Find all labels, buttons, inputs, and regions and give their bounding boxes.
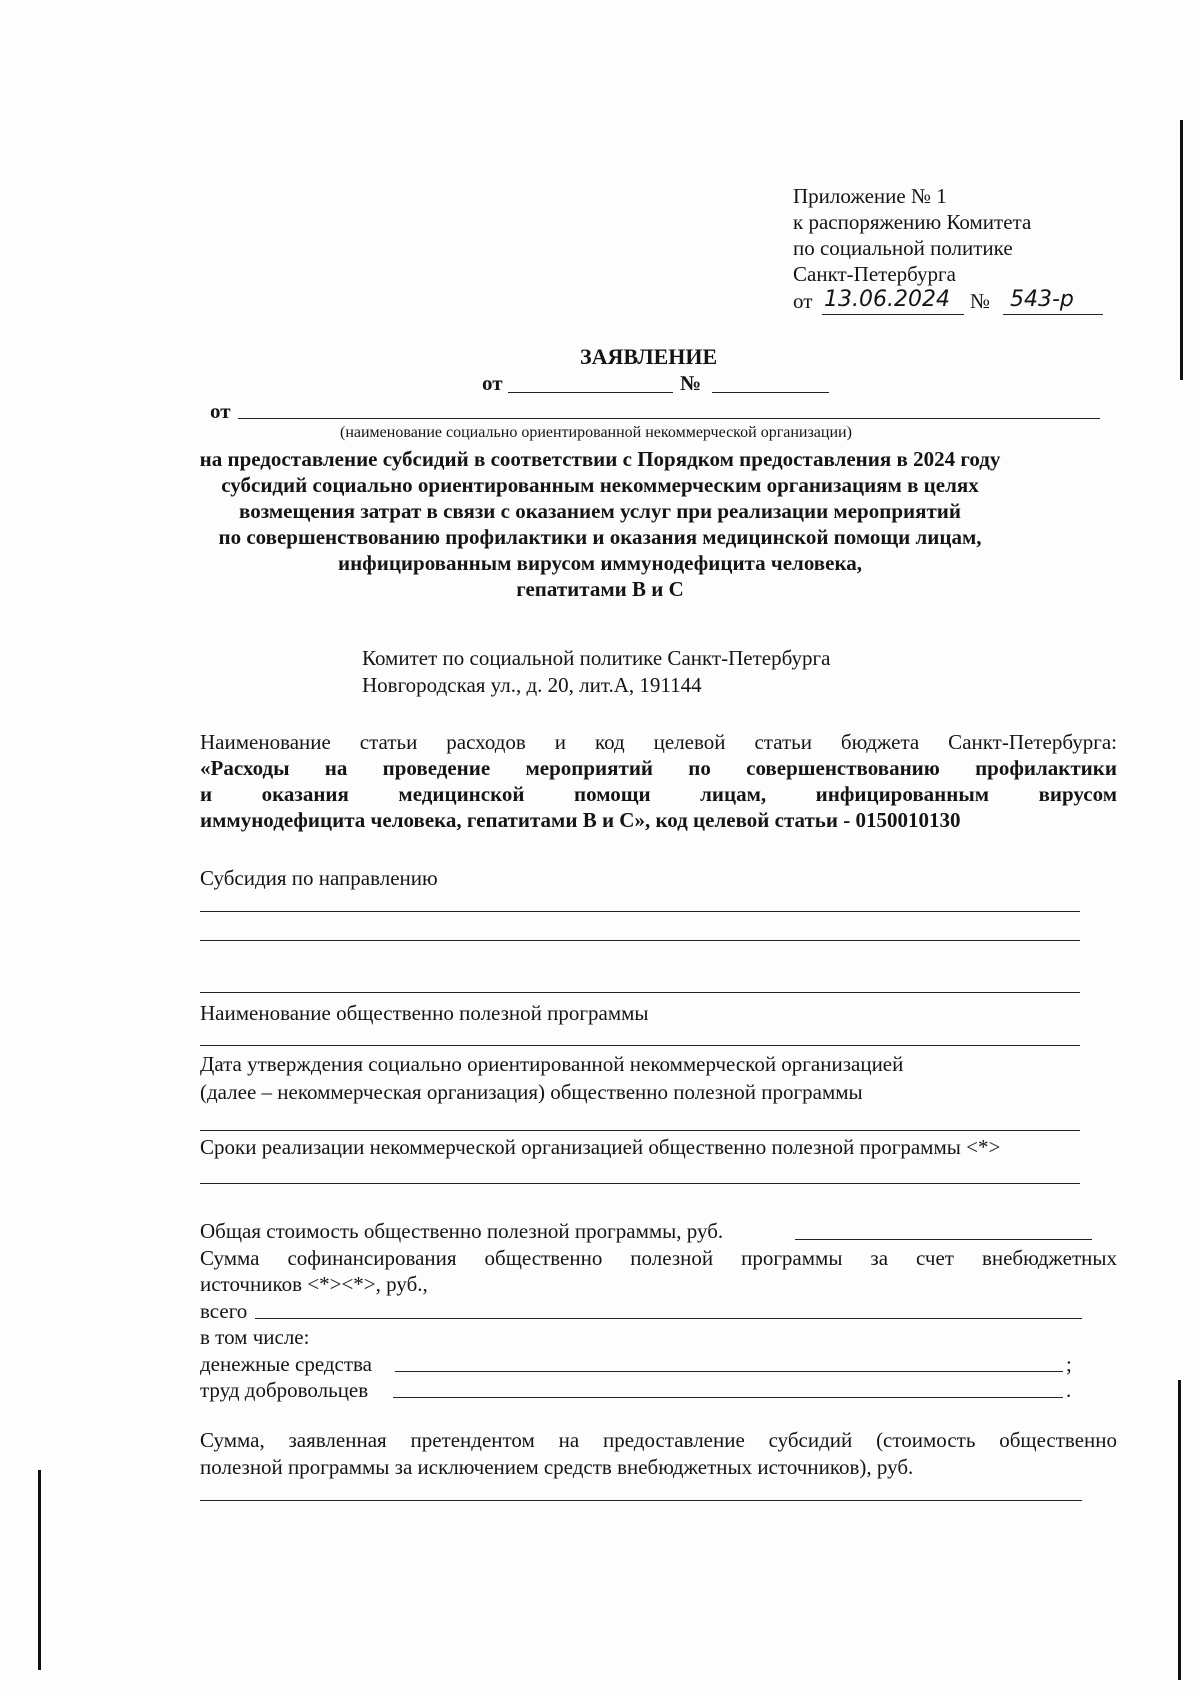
title-number-field[interactable] (712, 392, 829, 393)
appendix-date-underline (822, 314, 964, 315)
subsidy-direction-label: Субсидия по направлению (200, 866, 438, 890)
subsidy-direction-field-3[interactable] (200, 992, 1080, 993)
title-from-label: от (482, 371, 503, 395)
claimed-sum-field[interactable] (200, 1500, 1082, 1501)
addressee-line-2: Новгородская ул., д. 20, лит.А, 191144 (362, 673, 702, 697)
total-cost-label: Общая стоимость общественно полезной программы, руб. (200, 1219, 724, 1243)
subject-line-2: субсидий социально ориентированным некоммерческим организациям в целях (221, 473, 979, 497)
budget-intro: Наименование статьи расходов и код целевой статьи бюджета Санкт-Петербурга: (200, 730, 1117, 754)
title-date-field[interactable] (508, 392, 673, 393)
claimed-sum-line-1: Сумма, заявленная претендентом на предоставление субсидий (стоимость общественно (200, 1428, 1117, 1452)
money-end-mark: ; (1066, 1352, 1072, 1376)
subsidy-direction-field-2[interactable] (200, 940, 1080, 941)
org-name-hint: (наименование социально ориентированной некоммерческой организации) (340, 424, 852, 441)
budget-bold-line-1: «Расходы на проведение мероприятий по совершенствованию профилактики (200, 756, 1117, 780)
cofinancing-total-field[interactable] (255, 1318, 1082, 1319)
scan-edge-right-bottom (1178, 1380, 1181, 1680)
appendix-number-prefix: № (970, 289, 991, 313)
subject-line-6: гепатитами В и С (516, 577, 684, 601)
approval-date-line-1: Дата утверждения социально ориентированной некоммерческой организацией (200, 1052, 904, 1076)
subsidy-direction-field-1[interactable] (200, 911, 1080, 912)
money-label: денежные средства (200, 1352, 372, 1376)
addressee-line-1: Комитет по социальной политике Санкт-Петербурга (362, 646, 831, 670)
program-name-field[interactable] (200, 1045, 1080, 1046)
org-from-label: от (210, 399, 231, 423)
cofinancing-line-1: Сумма софинансирования общественно полезной программы за счет внебюджетных (200, 1246, 1117, 1270)
document-title: ЗАЯВЛЕНИЕ (580, 344, 718, 369)
including-label: в том числе: (200, 1325, 310, 1349)
appendix-date-value: 13.06.2024 (824, 287, 950, 312)
appendix-number-underline (1003, 314, 1103, 315)
budget-bold-line-3: иммунодефицита человека, гепатитами В и С», код целевой статьи - 0150010130 (200, 808, 961, 832)
subject-line-4: по совершенствованию профилактики и оказания медицинской помощи лицам, (218, 525, 982, 549)
program-name-label: Наименование общественно полезной программы (200, 1001, 649, 1025)
implementation-terms-label: Сроки реализации некоммерческой организацией общественно полезной программы <*> (200, 1135, 1001, 1159)
volunteers-end-mark: . (1066, 1378, 1072, 1402)
title-number-label: № (680, 371, 702, 395)
subject-line-3: возмещения затрат в связи с оказанием услуг при реализации мероприятий (239, 499, 961, 523)
appendix-line-1: Приложение № 1 (793, 184, 947, 208)
appendix-line-4: Санкт-Петербурга (793, 262, 956, 286)
scan-edge-left (38, 1470, 41, 1670)
approval-date-field[interactable] (200, 1130, 1080, 1131)
cofinancing-total-label: всего (200, 1299, 248, 1323)
appendix-line-3: по социальной политике (793, 236, 1013, 260)
subject-line-5: инфицированным вирусом иммунодефицита человека, (337, 551, 862, 575)
claimed-sum-line-2: полезной программы за исключением средств внебюджетных источников), руб. (200, 1455, 914, 1479)
volunteers-label: труд добровольцев (200, 1378, 369, 1402)
money-field[interactable] (395, 1371, 1063, 1372)
volunteers-field[interactable] (393, 1397, 1063, 1398)
implementation-terms-field[interactable] (200, 1183, 1080, 1184)
budget-bold-line-2: и оказания медицинской помощи лицам, инфицированным вирусом (200, 782, 1117, 806)
total-cost-field[interactable] (795, 1239, 1092, 1240)
scan-edge-right-top (1180, 120, 1183, 380)
cofinancing-line-2: источников <*><*>, руб., (200, 1272, 428, 1296)
appendix-line-2: к распоряжению Комитета (793, 210, 1032, 234)
subject-line-1: на предоставление субсидий в соответствии с Порядком предоставления в 2024 году (199, 447, 1001, 471)
appendix-number-value: 543-р (1010, 287, 1074, 312)
approval-date-line-2: (далее – некоммерческая организация) общественно полезной программы (200, 1080, 863, 1104)
appendix-date-prefix: от (793, 289, 813, 313)
